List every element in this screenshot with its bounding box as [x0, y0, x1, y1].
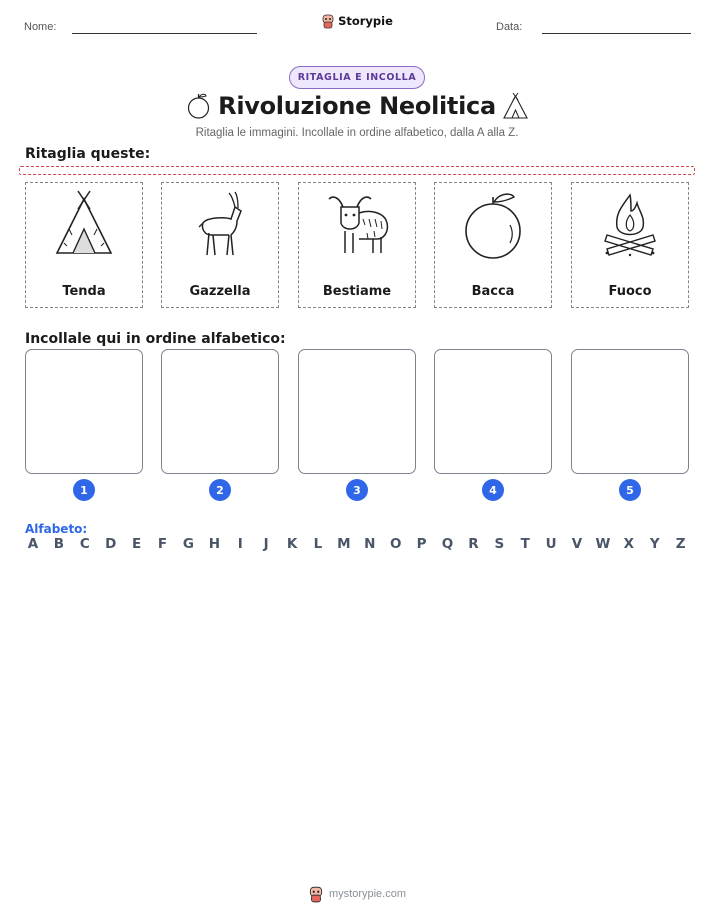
alphabet-letter: X	[623, 536, 635, 552]
cutout-card[interactable]	[571, 182, 689, 308]
alphabet-letter: Z	[675, 536, 686, 552]
cut-line	[19, 166, 695, 175]
paste-slot[interactable]	[25, 349, 143, 474]
alphabet-letter: G	[182, 536, 194, 552]
paste-slot[interactable]	[161, 349, 279, 474]
paste-slot[interactable]	[571, 349, 689, 474]
campfire-icon	[595, 189, 665, 261]
name-label: Nome:	[24, 21, 57, 33]
paste-slot[interactable]	[434, 349, 552, 474]
cutout-card[interactable]	[161, 182, 279, 308]
brand-logo	[0, 13, 714, 34]
alphabet-letter: O	[389, 536, 402, 552]
alphabet-letter: M	[337, 536, 351, 552]
gazelle-icon	[185, 189, 255, 261]
alphabet-letter: D	[105, 536, 117, 552]
alphabet-letter: W	[595, 536, 611, 552]
activity-type-badge: RITAGLIA E INCOLLA	[289, 66, 425, 89]
paste-slot[interactable]	[298, 349, 416, 474]
storypie-mascot-icon	[321, 13, 335, 29]
alphabet-label: Alfabeto:	[25, 522, 88, 536]
tent-icon	[501, 92, 530, 120]
brand-name: Storypie	[338, 14, 393, 28]
slot-number-badge: 4	[482, 479, 504, 501]
alphabet-letter: S	[494, 536, 505, 552]
alphabet-letter: L	[313, 536, 323, 552]
slot-number-badge: 1	[73, 479, 95, 501]
alphabet-letter: U	[545, 536, 557, 552]
card-label: Bacca	[471, 284, 515, 299]
slot-number-badge: 2	[209, 479, 231, 501]
alphabet-letter: T	[520, 536, 530, 552]
date-label: Data:	[496, 21, 523, 33]
yak-icon	[319, 189, 395, 261]
alphabet-letter: B	[53, 536, 65, 552]
alphabet-letter: K	[286, 536, 298, 552]
page-title: Rivoluzione Neolitica	[218, 92, 496, 120]
alphabet-letter: N	[364, 536, 376, 552]
footer	[0, 885, 714, 903]
alphabet-letter: Q	[441, 536, 454, 552]
instructions: Ritaglia le immagini. Incollale in ordine alfabetico, dalla A alla Z.	[195, 127, 519, 139]
alphabet-letter: E	[132, 536, 142, 552]
card-label: Tenda	[62, 284, 106, 299]
cutout-card[interactable]	[25, 182, 143, 308]
cutout-card[interactable]	[298, 182, 416, 308]
cut-section-label: Ritaglia queste:	[25, 146, 151, 162]
card-label: Bestiame	[322, 284, 392, 299]
alphabet-letter: J	[263, 536, 269, 552]
paste-section-label: Incollale qui in ordine alfabetico:	[25, 331, 286, 347]
alphabet-letter: Y	[649, 536, 660, 552]
alphabet-letter: H	[208, 536, 220, 552]
alphabet-letter: C	[79, 536, 90, 552]
footer-url[interactable]: mystorypie.com	[328, 888, 407, 900]
slot-number-badge: 3	[346, 479, 368, 501]
alphabet-letter: V	[571, 536, 583, 552]
berry-icon	[458, 189, 528, 261]
alphabet-letter: F	[157, 536, 168, 552]
cutout-card[interactable]	[434, 182, 552, 308]
alphabet-letter: R	[468, 536, 479, 552]
tent-icon	[49, 189, 119, 261]
storypie-mascot-icon	[308, 885, 324, 903]
slot-number-badge: 5	[619, 479, 641, 501]
alphabet-letter: I	[237, 536, 243, 552]
alphabet-letter: P	[416, 536, 427, 552]
alphabet-row	[25, 536, 689, 552]
card-label: Fuoco	[608, 284, 652, 299]
card-label: Gazzella	[189, 284, 251, 299]
alphabet-letter: A	[27, 536, 39, 552]
date-line	[542, 33, 691, 34]
